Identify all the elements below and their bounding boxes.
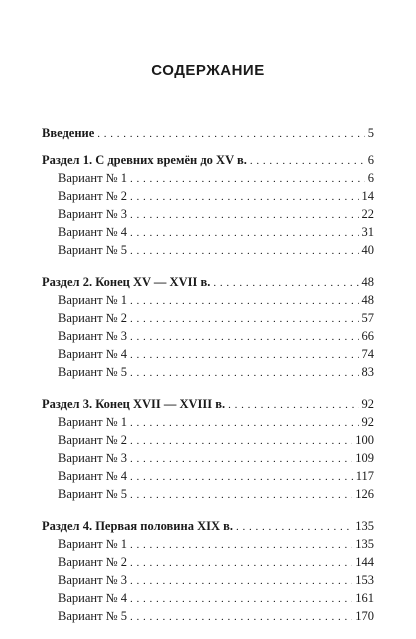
toc-variant-page: 57 bbox=[361, 311, 374, 325]
dot-leader bbox=[130, 572, 352, 590]
toc-variant-page: 161 bbox=[355, 591, 374, 605]
toc-section-3 bbox=[42, 395, 374, 503]
toc-variant-page: 22 bbox=[361, 207, 374, 221]
toc-variant-page: 83 bbox=[361, 365, 374, 379]
dot-leader bbox=[236, 518, 352, 536]
toc-variant-page: 66 bbox=[361, 329, 374, 343]
toc-variant-label: Вариант № 3 bbox=[58, 573, 127, 587]
toc-variant-label: Вариант № 2 bbox=[58, 189, 127, 203]
toc-section-heading[interactable] bbox=[42, 273, 374, 291]
toc-variant-label: Вариант № 4 bbox=[58, 347, 127, 361]
toc-variant-label: Вариант № 3 bbox=[58, 207, 127, 221]
dot-leader bbox=[97, 125, 364, 143]
toc-variant-entry[interactable] bbox=[42, 187, 374, 205]
toc-section-page: 92 bbox=[361, 397, 374, 411]
toc-variant-entry[interactable] bbox=[42, 205, 374, 223]
toc-variant-entry[interactable] bbox=[42, 589, 374, 607]
toc-variant-label: Вариант № 1 bbox=[58, 171, 127, 185]
dot-leader bbox=[130, 364, 359, 382]
toc-entry-page: 5 bbox=[367, 126, 374, 140]
dot-leader bbox=[130, 554, 352, 572]
page-title: СОДЕРЖАНИЕ bbox=[151, 62, 265, 79]
toc-variant-label: Вариант № 2 bbox=[58, 311, 127, 325]
toc-section-label: Раздел 3. Конец XVII — XVIII в. bbox=[42, 397, 226, 411]
toc-variant-label: Вариант № 5 bbox=[58, 487, 127, 501]
toc-intro bbox=[42, 124, 374, 142]
dot-leader bbox=[130, 590, 352, 608]
toc-variant-label: Вариант № 2 bbox=[58, 433, 127, 447]
toc-variant-label: Вариант № 5 bbox=[58, 609, 127, 623]
toc-variant-page: 109 bbox=[355, 451, 374, 465]
toc-variant-page: 48 bbox=[361, 293, 374, 307]
toc-variant-label: Вариант № 1 bbox=[58, 415, 127, 429]
toc-variant-entry[interactable] bbox=[42, 363, 374, 381]
toc-variant-label: Вариант № 2 bbox=[58, 555, 127, 569]
toc-variant-label: Вариант № 1 bbox=[58, 293, 127, 307]
dot-leader bbox=[130, 242, 359, 260]
toc-section-4 bbox=[42, 517, 374, 625]
dot-leader bbox=[130, 468, 353, 486]
toc-variant-entry[interactable] bbox=[42, 431, 374, 449]
dot-leader bbox=[130, 328, 359, 346]
dot-leader bbox=[130, 346, 359, 364]
toc-variant-label: Вариант № 5 bbox=[58, 365, 127, 379]
toc-section-label: Раздел 4. Первая половина XIX в. bbox=[42, 519, 233, 533]
toc-variant-label: Вариант № 1 bbox=[58, 537, 127, 551]
toc-variant-page: 117 bbox=[355, 469, 374, 483]
dot-leader bbox=[130, 432, 352, 450]
toc-variant-label: Вариант № 4 bbox=[58, 591, 127, 605]
toc-section-page: 48 bbox=[361, 275, 374, 289]
toc-variant-entry[interactable] bbox=[42, 535, 374, 553]
toc-variant-page: 126 bbox=[355, 487, 374, 501]
toc-variant-entry[interactable] bbox=[42, 241, 374, 259]
toc-variant-label: Вариант № 3 bbox=[58, 451, 127, 465]
toc-section-2 bbox=[42, 273, 374, 381]
dot-leader bbox=[130, 450, 352, 468]
toc-section-label: Раздел 2. Конец XV — XVII в. bbox=[42, 275, 211, 289]
toc-variant-page: 14 bbox=[361, 189, 374, 203]
toc-variant-entry[interactable] bbox=[42, 571, 374, 589]
toc-variant-label: Вариант № 4 bbox=[58, 469, 127, 483]
toc-variant-entry[interactable] bbox=[42, 291, 374, 309]
toc-variant-entry[interactable] bbox=[42, 309, 374, 327]
toc-variant-entry[interactable] bbox=[42, 169, 374, 187]
toc-variant-entry[interactable] bbox=[42, 413, 374, 431]
toc-variant-entry[interactable] bbox=[42, 223, 374, 241]
table-of-contents bbox=[42, 124, 374, 639]
dot-leader bbox=[130, 188, 359, 206]
dot-leader bbox=[213, 274, 358, 292]
dot-leader bbox=[130, 292, 359, 310]
toc-variant-entry[interactable] bbox=[42, 607, 374, 625]
toc-section-label: Раздел 1. С древних времён до XV в. bbox=[42, 153, 247, 167]
toc-variant-label: Вариант № 5 bbox=[58, 243, 127, 257]
toc-variant-page: 153 bbox=[355, 573, 374, 587]
toc-variant-page: 74 bbox=[361, 347, 374, 361]
dot-leader bbox=[130, 486, 352, 504]
toc-section-heading[interactable] bbox=[42, 517, 374, 535]
toc-section-heading[interactable] bbox=[42, 151, 374, 169]
toc-variant-page: 92 bbox=[361, 415, 374, 429]
toc-variant-entry[interactable] bbox=[42, 327, 374, 345]
toc-variant-page: 135 bbox=[355, 537, 374, 551]
dot-leader bbox=[250, 152, 365, 170]
dot-leader bbox=[130, 414, 359, 432]
dot-leader bbox=[130, 170, 365, 188]
toc-section-page: 6 bbox=[367, 153, 374, 167]
toc-variant-entry[interactable] bbox=[42, 553, 374, 571]
dot-leader bbox=[130, 206, 359, 224]
dot-leader bbox=[130, 608, 352, 626]
dot-leader bbox=[130, 224, 359, 242]
toc-variant-page: 100 bbox=[355, 433, 374, 447]
toc-variant-page: 6 bbox=[367, 171, 374, 185]
dot-leader bbox=[130, 310, 359, 328]
toc-variant-page: 144 bbox=[355, 555, 374, 569]
toc-variant-entry[interactable] bbox=[42, 467, 374, 485]
toc-entry-intro[interactable] bbox=[42, 124, 374, 142]
toc-variant-page: 31 bbox=[361, 225, 374, 239]
toc-section-page: 135 bbox=[355, 519, 374, 533]
dot-leader bbox=[228, 396, 358, 414]
toc-variant-entry[interactable] bbox=[42, 485, 374, 503]
dot-leader bbox=[130, 536, 352, 554]
toc-variant-entry[interactable] bbox=[42, 449, 374, 467]
toc-section-heading[interactable] bbox=[42, 395, 374, 413]
toc-entry-label: Введение bbox=[42, 126, 95, 140]
toc-section-1 bbox=[42, 151, 374, 259]
toc-variant-label: Вариант № 3 bbox=[58, 329, 127, 343]
toc-variant-page: 170 bbox=[355, 609, 374, 623]
toc-variant-page: 40 bbox=[361, 243, 374, 257]
toc-variant-entry[interactable] bbox=[42, 345, 374, 363]
toc-variant-label: Вариант № 4 bbox=[58, 225, 127, 239]
